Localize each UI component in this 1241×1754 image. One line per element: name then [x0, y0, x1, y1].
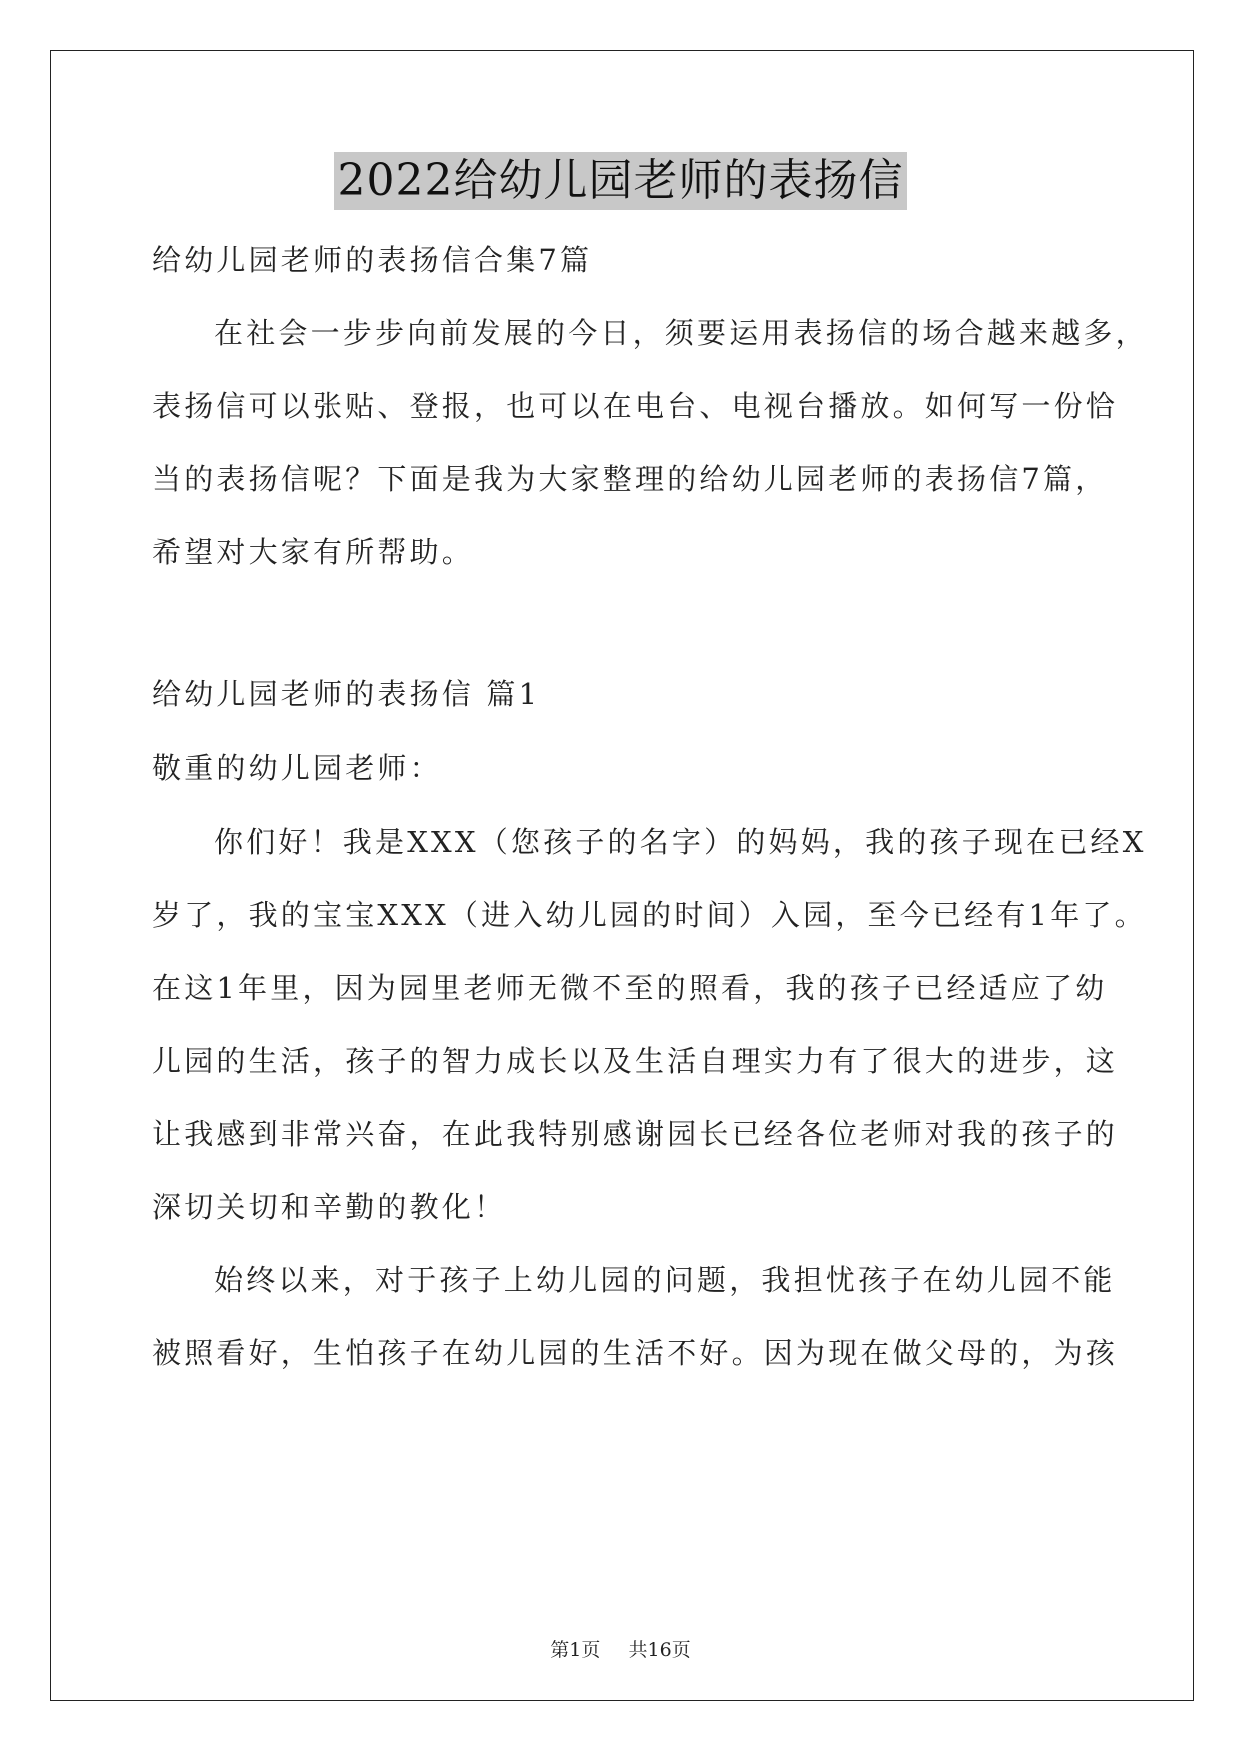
page-number: 第1页: [550, 1639, 601, 1661]
section-heading: 给幼儿园老师的表扬信 篇1: [152, 677, 541, 711]
intro-line: 表扬信可以张贴、登报，也可以在电台、电视台播放。如何写一份恰: [152, 389, 1119, 423]
paragraph-line: 被照看好，生怕孩子在幼儿园的生活不好。因为现在做父母的，为孩: [152, 1336, 1119, 1370]
paragraph-line: 始终以来，对于孩子上幼儿园的问题，我担忧孩子在幼儿园不能: [214, 1263, 1116, 1297]
title-container: [0, 152, 1241, 210]
paragraph-line: 你们好！我是XXX（您孩子的名字）的妈妈，我的孩子现在已经X: [214, 825, 1147, 859]
salutation: 敬重的幼儿园老师：: [152, 751, 442, 785]
page-border: [50, 50, 1194, 1701]
paragraph-line: 在这1年里，因为园里老师无微不至的照看，我的孩子已经适应了幼: [152, 971, 1108, 1005]
paragraph-line: 让我感到非常兴奋，在此我特别感谢园长已经各位老师对我的孩子的: [152, 1117, 1119, 1151]
intro-line: 在社会一步步向前发展的今日，须要运用表扬信的场合越来越多，: [214, 316, 1148, 350]
subtitle: 给幼儿园老师的表扬信合集7篇: [152, 243, 593, 277]
total-pages: 共16页: [628, 1639, 691, 1661]
intro-line: 当的表扬信呢？下面是我为大家整理的给幼儿园老师的表扬信7篇，: [152, 462, 1108, 496]
page-footer: [0, 1635, 1241, 1662]
document-title: 2022给幼儿园老师的表扬信: [334, 152, 908, 210]
paragraph-line: 岁了，我的宝宝XXX（进入幼儿园的时间）入园，至今已经有1年了。: [152, 898, 1147, 932]
paragraph-line: 深切关切和辛勤的教化！: [152, 1190, 507, 1224]
intro-line: 希望对大家有所帮助。: [152, 535, 475, 569]
paragraph-line: 儿园的生活，孩子的智力成长以及生活自理实力有了很大的进步，这: [152, 1044, 1119, 1078]
